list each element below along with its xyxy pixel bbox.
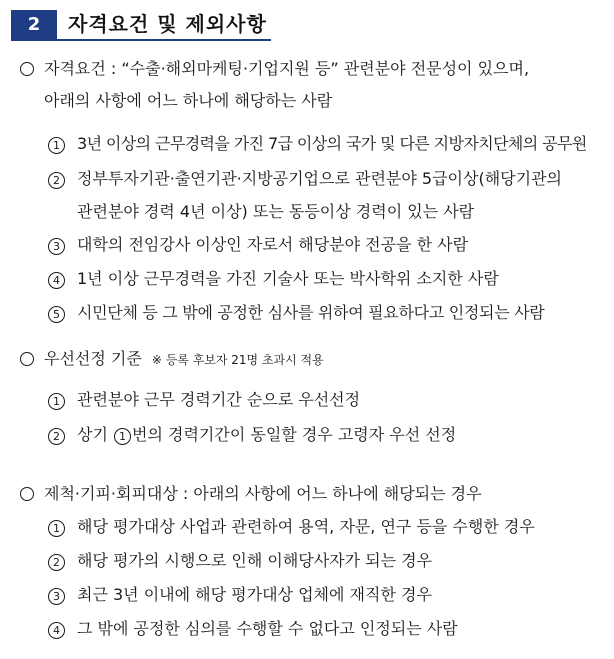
qualification-line-1: 자격요건 : “수출·해외마케팅·기업지원 등” 관련분야 전문성이 있으며,: [44, 59, 530, 78]
circled-number-icon: 2: [48, 172, 65, 189]
section-number-badge: 2: [11, 10, 57, 39]
qualification-item-continuation: 관련분야 경력 4년 이상) 또는 동등이상 경력이 있는 사람: [77, 202, 475, 221]
circled-number-icon: 2: [48, 554, 65, 571]
exclusion-item: [48, 618, 458, 640]
circled-number-icon: 3: [48, 588, 65, 605]
qualification-item: [48, 133, 587, 155]
qualification-item: [48, 168, 562, 190]
qualification-item-text: 정부투자기관·출연기관·지방공기업으로 관련분야 5급이상(해당기관의: [77, 169, 562, 188]
exclusion-heading: [20, 483, 482, 505]
bullet-circle-icon: [20, 487, 34, 501]
exclusion-item-text: 해당 평가대상 사업과 관련하여 용역, 자문, 연구 등을 수행한 경우: [77, 517, 535, 536]
exclusion-item-text: 최근 3년 이내에 해당 평가대상 업체에 재직한 경우: [77, 585, 432, 604]
priority-item-text-before: 상기: [77, 425, 108, 444]
bullet-circle-icon: [20, 352, 34, 366]
bullet-circle-icon: [20, 62, 34, 76]
exclusion-item: [48, 550, 432, 572]
circled-number-icon: 4: [48, 622, 65, 639]
circled-number-icon: 4: [48, 272, 65, 289]
circled-number-icon: 5: [48, 306, 65, 323]
qualification-item-text: 시민단체 등 그 밖에 공정한 심사를 위하여 필요하다고 인정되는 사람: [77, 303, 545, 322]
qualification-heading: [20, 58, 529, 80]
priority-item-text-after: 번의 경력기간이 동일할 경우 고령자 우선 선정: [132, 425, 457, 444]
exclusion-title: 제척·기피·회피대상 : 아래의 사항에 어느 하나에 해당되는 경우: [44, 484, 482, 503]
priority-item-text: 관련분야 근무 경력기간 순으로 우선선정: [77, 390, 361, 409]
qualification-item: [48, 234, 468, 256]
section-underline: [11, 39, 271, 41]
exclusion-item: [48, 584, 432, 606]
exclusion-item-text: 그 밖에 공정한 심의를 수행할 수 없다고 인정되는 사람: [77, 619, 458, 638]
qualification-item-text: 3년 이상의 근무경력을 가진 7급 이상의 국가 및 다른 지방자치단체의 공무원: [77, 134, 587, 153]
circled-number-icon: 3: [48, 238, 65, 255]
qualification-item-text: 대학의 전임강사 이상인 자로서 해당분야 전공을 한 사람: [77, 235, 469, 254]
exclusion-item: [48, 516, 535, 538]
qualification-item-text: 1년 이상 근무경력을 가진 기술사 또는 박사학위 소지한 사람: [77, 269, 499, 288]
priority-item: [48, 389, 360, 411]
circled-number-icon: 2: [48, 428, 65, 445]
circled-number-icon: 1: [48, 137, 65, 154]
circled-number-icon: 1: [48, 393, 65, 410]
qualification-line-2: 아래의 사항에 어느 하나에 해당하는 사람: [44, 91, 333, 110]
priority-title: 우선선정 기준: [44, 349, 142, 368]
priority-heading: [20, 348, 324, 371]
priority-note: ※ 등록 후보자 21명 초과시 적용: [151, 353, 324, 367]
circled-number-icon: 1: [114, 428, 131, 445]
section-title: 자격요건 및 제외사항: [68, 12, 267, 36]
circled-number-icon: 1: [48, 520, 65, 537]
qualification-item: [48, 268, 499, 290]
qualification-item: [48, 302, 544, 324]
exclusion-item-text: 해당 평가의 시행으로 인해 이해당사자가 되는 경우: [77, 551, 433, 570]
priority-item: [48, 424, 456, 446]
section-header: [11, 10, 271, 42]
